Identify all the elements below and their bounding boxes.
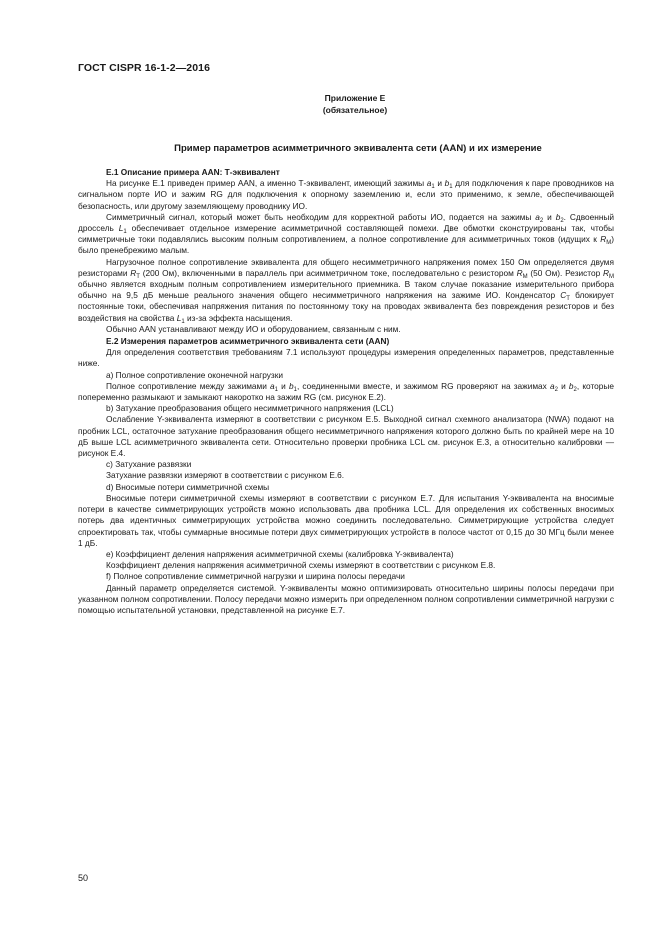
section-e2-intro: Для определения соответствия требованиям 7.1 используют процедуры измерения определенных параметров, представленные ниже.: [78, 347, 614, 369]
section-e1-heading: Е.1 Описание примера AAN: Т-эквивалент: [106, 167, 280, 177]
section-e1-paragraph-4: Обычно AAN устанавливают между ИО и оборудованием, связанным с ним.: [106, 323, 401, 334]
section-e1-paragraph-2: Симметричный сигнал, который может быть необходим для корректной работы ИО, подается на зажимы $a_2$ и $b_2$. Сдвоенный дроссель $L_1$ обеспечивает отдельное измерение асимметричной составляющей помехи. Две обмотки сконструированы так, чтобы симметричные токи подавлялись высоким полным сопротивлением, а полное сопротивление для асимметричных токов (идущих к $R_M$) было пренебрежимо малым.: [78, 211, 614, 256]
annex-title: Приложение Е: [324, 93, 386, 103]
page-number: 50: [78, 873, 89, 883]
item-f-title: f) Полное сопротивление симметричной нагрузки и ширина полосы передачи: [106, 571, 405, 582]
item-c-text: Затухание развязки измеряют в соответствии с рисунком Е.6.: [106, 470, 345, 481]
document-body: [78, 166, 614, 616]
annex-main-title: Пример параметров асимметричного эквивалента сети (AAN) и их измерение: [174, 143, 542, 154]
section-e1-paragraph-1: На рисунке Е.1 приведен пример AAN, а именно Т-эквивалент, имеющий зажимы $a_1$ и $b_1$ для подключения к паре проводников на сигнальном порте ИО и зажим RG для подключения к опорному заземлению и, если это применимо, к земле, обеспечивающей безопасность, или другому заземляющему проводнику ИО.: [78, 178, 614, 211]
item-a-text: Полное сопротивление между зажимами $a_1$ и $b_1$, соединенными вместе, и зажимом RG проверяют на зажимах $a_2$ и $b_2$, которые попеременно размыкают и замыкают накоротко на зажим RG (см. рисунок Е.2).: [78, 380, 614, 403]
section-e1-paragraph-3: Нагрузочное полное сопротивление эквивалента для общего несимметричного напряжения помех 150 Ом определяется двумя резисторами $R_T$ (200 Ом), включенными в параллель при асимметричном токе, последовательно с резистором $R_M$ (50 Ом). Резистор $R_M$ обычно является входным полным сопротивлением измерительного приемника. В таком случае показание измерительного прибора обычно на 9,5 дБ меньше реального значения общего несимметричного напряжения на зажиме ИО. Конденсатор $C_T$ блокирует постоянные токи, обеспечивая напряжения питания по постоянному току на проводах эквивалента без повреждения резисторов и без воздействия на свойства $L_1$ из-за эффекта насыщения.: [78, 256, 615, 325]
item-b-text: Ослабление Y-эквивалента измеряют в соответствии с рисунком Е.5. Выходной сигнал схемного анализатора (NWA) подают на пробник LCL, остаточное затухание преобразования общего несимметричного напряжения которого должно быть по крайней мере на 10 дБ выше LCL асимметричного эквивалента сети. Относительно проверки пробника LCL см. рисунок Е.3, а относительно калибровки — рисунок Е.4.: [78, 414, 614, 459]
document-header: ГОСТ CISPR 16-1-2—2016: [78, 62, 211, 74]
item-f-text: Данный параметр определяется системой. Y-эквиваленты можно оптимизировать относительно ширины полосы передачи при указанном полном сопротивлении. Полосу передачи можно измерить при определенном полном сопротивлении симметричной нагрузки с помощью испытательной установки, представленной на рисунке Е.7.: [78, 582, 614, 615]
item-d-text: Вносимые потери симметричной схемы измеряют в соответствии с рисунком Е.7. Для испытания Y-эквивалента на вносимые потери в качестве симметрирующих устройств можно использовать два пробника LCL. Для определения их собственных вносимых потерь два идентичных симметрирующих устройства можно соединить последовательно. Симметрирующие устройства следует спроектировать так, чтобы суммарные вносимые потери двух симметрирующих устройств в полосе частот от 0,15 до 30 МГц были менее 1 дБ.: [78, 492, 614, 548]
annex-block: [300, 92, 410, 116]
annex-status: (обязательное): [322, 105, 388, 115]
item-e-title: е) Коэффициент деления напряжения асимметричной схемы (калибровка Y-эквивалента): [106, 548, 454, 559]
item-c-title: c) Затухание развязки: [106, 459, 192, 470]
item-d-title: d) Вносимые потери симметричной схемы: [106, 481, 270, 492]
section-e2-heading: Е.2 Измерения параметров асимметричного эквивалента сети (AAN): [106, 336, 390, 347]
item-b-title: b) Затухание преобразования общего несимметричного напряжения (LCL): [106, 403, 394, 414]
item-e-text: Коэффициент деления напряжения асимметричной схемы измеряют в соответствии с рисунком Е.8.: [106, 560, 496, 571]
item-a-title: а) Полное сопротивление оконечной нагрузки: [106, 369, 283, 380]
